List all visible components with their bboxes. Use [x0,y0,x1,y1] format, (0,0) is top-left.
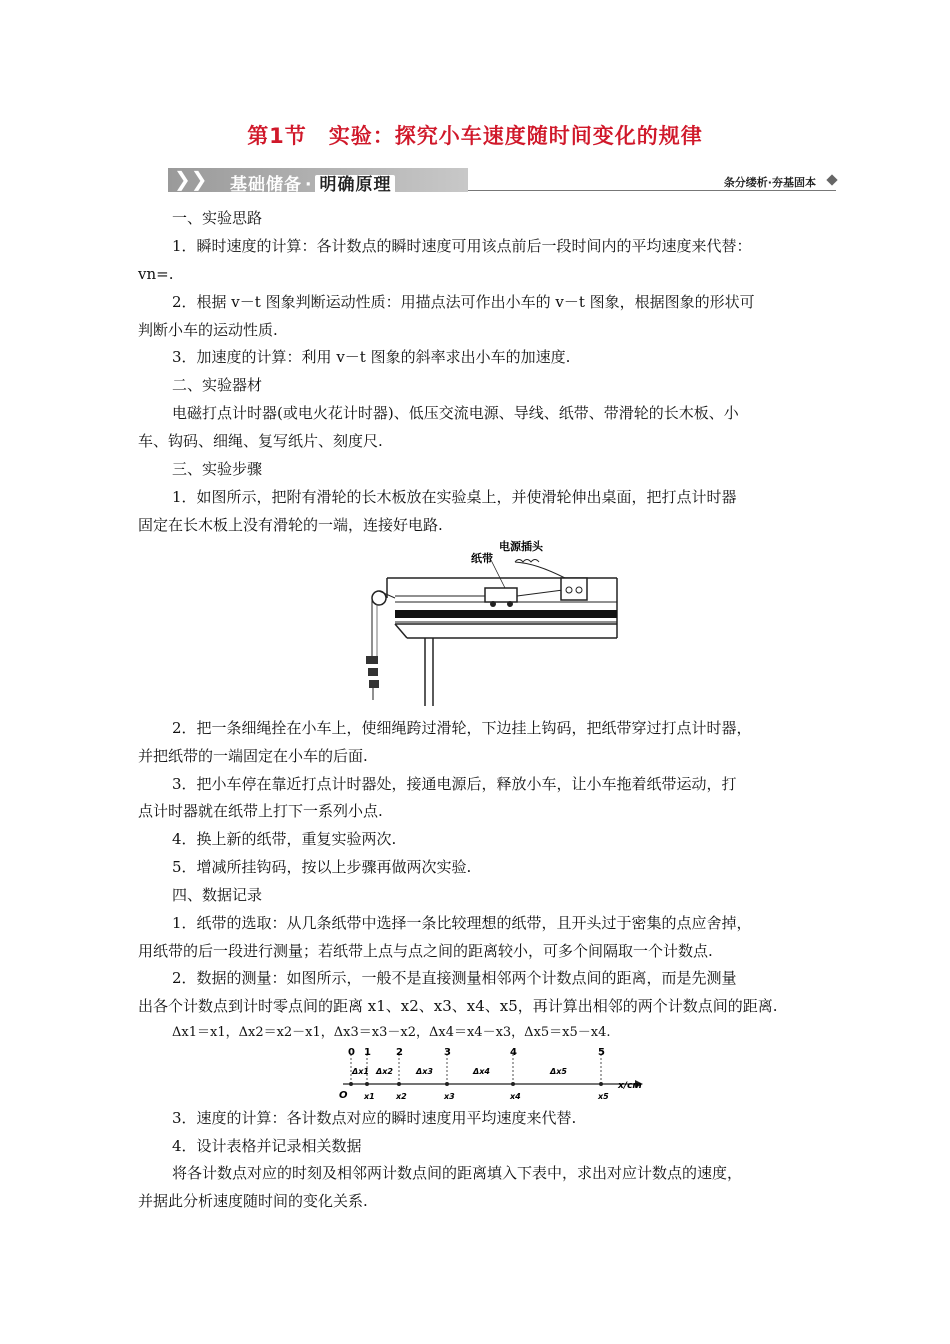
origin-label: O [339,1090,348,1101]
point-label: 1 [364,1047,371,1058]
paragraph-line: 用纸带的后一段进行测量；若纸带上点与点之间的距离较小，可多个间隔取一个计数点. [138,942,713,960]
paragraph-line: 1．如图所示，把附有滑轮的长木板放在实验桌上，并使滑轮伸出桌面，把打点计时器 [172,488,737,506]
hook-weight [369,680,379,688]
formula-line: Δx1＝x1，Δx2＝x2－x1，Δx3＝x3－x2，Δx4＝x4－x3，Δx5＝x5－x4. [172,1025,611,1040]
banner-rule [468,190,836,191]
paragraph-line: 出各个计数点到计时零点间的距离 x1、x2、x3、x4、x5，再计算出相邻的两个计数点间的距离. [138,997,778,1015]
paragraph-line: 点计时器就在纸带上打下一系列小点. [138,802,383,820]
count-point [511,1082,515,1086]
banner-subtitle: 条分缕析·夯基固本 [723,176,816,189]
count-point [397,1082,401,1086]
section-heading-3: 三、实验步骤 [172,460,263,478]
paragraph-line: 1．纸带的选取：从几条纸带中选择一条比较理想的纸带，且开头过于密集的点应舍掉， [172,914,752,932]
hook-weight [368,668,378,676]
point-label: 2 [396,1047,403,1058]
count-point [349,1082,353,1086]
x-label: x2 [396,1092,407,1101]
x-label: x3 [444,1092,455,1101]
paragraph-line: 5．增减所挂钩码，按以上步骤再做两次实验. [172,858,472,876]
paragraph-line: 3．速度的计算：各计数点对应的瞬时速度用平均速度来代替. [172,1109,577,1127]
apparatus-figure [355,538,625,708]
page-title: 第1节 实验：探究小车速度随时间变化的规律 [247,124,703,148]
cart [485,588,517,602]
paragraph-line: 4．换上新的纸带，重复实验两次. [172,830,397,848]
axis-unit: x/cm [618,1081,642,1091]
paragraph-line: 4．设计表格并记录相关数据 [172,1137,362,1155]
paragraph-line: 2．数据的测量：如图所示，一般不是直接测量相邻两个计数点间的距离，而是先测量 [172,969,737,987]
delta-label: Δx4 [473,1067,490,1076]
x-label: x1 [364,1092,375,1101]
count-point [445,1082,449,1086]
delta-label: Δx1 [352,1067,369,1076]
timer [561,578,587,600]
section-heading-1: 一、实验思路 [172,209,263,227]
banner-title-a: 基础储备 [230,175,302,195]
delta-label: Δx2 [376,1067,393,1076]
paragraph-line: 2．把一条细绳拴在小车上，使细绳跨过滑轮，下边挂上钩码，把纸带穿过打点计时器， [172,719,752,737]
point-label: 0 [348,1047,355,1058]
banner-dot: · [305,175,313,195]
long-board [395,610,617,618]
section-heading-4: 四、数据记录 [172,886,263,904]
paragraph-line: 3．把小车停在靠近打点计时器处，接通电源后，释放小车，让小车拖着纸带运动，打 [172,775,737,793]
paragraph-line: 车、钩码、细绳、复写纸片、刻度尺. [138,432,383,450]
delta-label: Δx3 [416,1067,433,1076]
point-label: 3 [444,1047,451,1058]
banner-title-b: 明确原理 [315,175,395,195]
hook-weight [366,656,378,664]
paragraph-line: 3．加速度的计算：利用 v－t 图象的斜率求出小车的加速度. [172,348,571,366]
count-point [365,1082,369,1086]
x-label: x5 [598,1092,609,1101]
point-label: 4 [510,1047,517,1058]
paragraph-line: 电磁打点计时器(或电火花计时器)、低压交流电源、导线、纸带、带滑轮的长木板、小 [172,404,739,422]
paragraph-line: 将各计数点对应的时刻及相邻两计数点间的距离填入下表中，求出对应计数点的速度， [172,1164,743,1182]
delta-label: Δx5 [550,1067,567,1076]
label-plug: 电源插头 [499,540,543,553]
paragraph-line: 并据此分析速度随时间的变化关系. [138,1192,368,1210]
paragraph-line: 2．根据 v－t 图象判断运动性质：用描点法可作出小车的 v－t 图象，根据图象的形状可 [172,293,755,311]
diamond-icon [826,174,837,185]
chevron-right-icon: ❯❯ [174,167,208,191]
label-tape: 纸带 [471,552,493,565]
paragraph-line: 1．瞬时速度的计算：各计数点的瞬时速度可用该点前后一段时间内的平均速度来代替： [172,237,752,255]
section-heading-2: 二、实验器材 [172,376,263,394]
count-point [599,1082,603,1086]
point-label: 5 [598,1047,605,1058]
paragraph-line: 固定在长木板上没有滑轮的一端，连接好电路. [138,516,443,534]
tape-figure [335,1046,675,1104]
banner-title [230,170,395,195]
x-label: x4 [510,1092,521,1101]
section-banner [168,164,840,194]
paragraph-line: 判断小车的运动性质. [138,321,278,339]
paragraph-line: 并把纸带的一端固定在小车的后面. [138,747,368,765]
paragraph-line: vn=. [138,265,174,283]
